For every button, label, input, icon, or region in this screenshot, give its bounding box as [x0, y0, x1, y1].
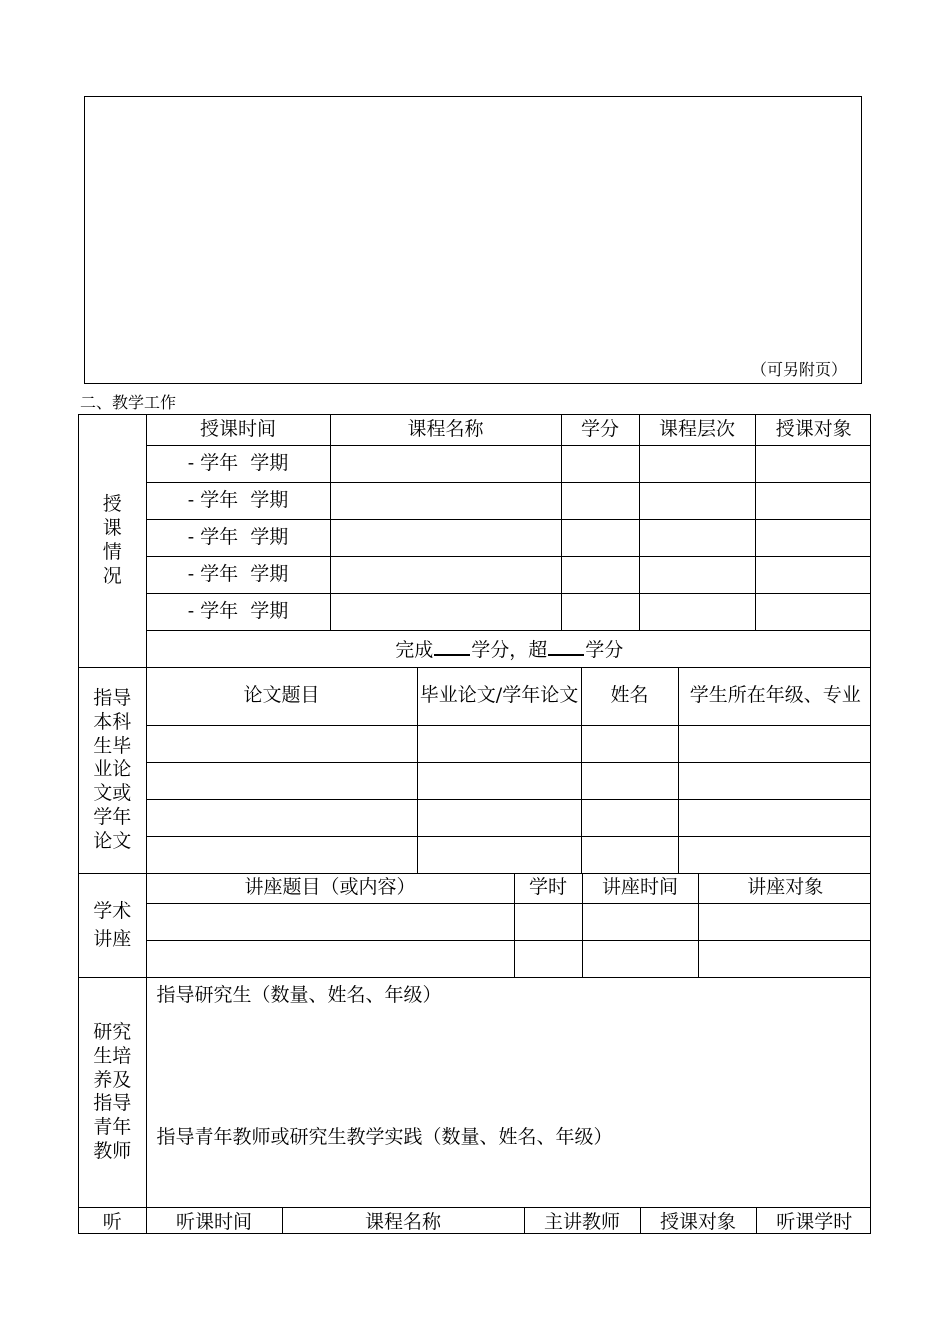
audit-table [79, 1208, 871, 1234]
lecture-hours-cell[interactable] [514, 903, 582, 940]
course-cell[interactable] [330, 593, 561, 630]
audit-header-row [79, 1208, 871, 1234]
level-cell[interactable] [639, 482, 755, 519]
thesis-row [79, 837, 871, 874]
thesis-title-cell[interactable] [146, 837, 417, 874]
thesis-side-label: 指导 本科 生毕 业论 文或 学年 论文 [79, 668, 146, 874]
teaching-row [79, 593, 871, 630]
col-header-course: 课程名称 [330, 415, 561, 445]
graduate-table [79, 978, 871, 1209]
thesis-type-cell[interactable] [417, 763, 581, 800]
col-header-level: 课程层次 [639, 415, 755, 445]
thesis-type-cell[interactable] [417, 800, 581, 837]
graduate-side-label: 研究 生培 养及 指导 青年 教师 [79, 978, 146, 1208]
graduate-students-label: 指导研究生（数量、姓名、年级） [156, 983, 442, 1006]
student-name-cell[interactable] [581, 763, 678, 800]
col-header-audit-course: 课程名称 [282, 1208, 524, 1234]
col-header-lecture-time: 讲座时间 [582, 874, 698, 903]
student-name-cell[interactable] [581, 800, 678, 837]
thesis-row [79, 763, 871, 800]
col-header-audit-hours: 听课学时 [756, 1208, 871, 1234]
teaching-table [79, 415, 871, 668]
grade-major-cell[interactable] [678, 837, 871, 874]
credit-cell[interactable] [561, 593, 639, 630]
thesis-title-cell[interactable] [146, 763, 417, 800]
young-teacher-label: 指导青年教师或研究生教学实践（数量、姓名、年级） [156, 1125, 613, 1148]
lecture-topic-cell[interactable] [146, 903, 514, 940]
teaching-header-row [79, 415, 871, 445]
col-header-thesis-title: 论文题目 [146, 668, 417, 726]
col-header-thesis-type: 毕业论文/学年论文 [417, 668, 581, 726]
extra-credits-blank[interactable] [548, 635, 584, 656]
thesis-row [79, 726, 871, 763]
thesis-table [79, 668, 871, 875]
lecture-table [79, 874, 871, 978]
level-cell[interactable] [639, 593, 755, 630]
lecture-row [79, 903, 871, 940]
level-cell[interactable] [639, 556, 755, 593]
level-cell[interactable] [639, 445, 755, 482]
credit-cell[interactable] [561, 445, 639, 482]
course-cell[interactable] [330, 445, 561, 482]
student-name-cell[interactable] [581, 726, 678, 763]
teaching-row [79, 445, 871, 482]
target-cell[interactable] [755, 519, 871, 556]
col-header-lead-teacher: 主讲教师 [524, 1208, 640, 1234]
semester-cell[interactable]: - 学年 学期 [146, 593, 330, 630]
thesis-title-cell[interactable] [146, 800, 417, 837]
attachment-note: （可另附页） [750, 360, 847, 379]
target-cell[interactable] [755, 556, 871, 593]
teaching-work-form [78, 414, 871, 1234]
lecture-side-label: 学术 讲座 [79, 874, 146, 977]
thesis-type-cell[interactable] [417, 837, 581, 874]
col-header-grade-major: 学生所在年级、专业 [678, 668, 871, 726]
credit-cell[interactable] [561, 556, 639, 593]
level-cell[interactable] [639, 519, 755, 556]
section-heading: 二、教学工作 [80, 393, 177, 412]
attachment-box[interactable] [84, 96, 862, 384]
col-header-lecture-audience: 讲座对象 [698, 874, 871, 903]
lecture-row [79, 940, 871, 977]
teaching-row [79, 556, 871, 593]
teaching-row [79, 482, 871, 519]
grade-major-cell[interactable] [678, 763, 871, 800]
grade-major-cell[interactable] [678, 800, 871, 837]
col-header-lecture-topic: 讲座题目（或内容） [146, 874, 514, 903]
col-header-audit-target: 授课对象 [640, 1208, 756, 1234]
col-header-lecture-hours: 学时 [514, 874, 582, 903]
col-header-student-name: 姓名 [581, 668, 678, 726]
lecture-audience-cell[interactable] [698, 940, 871, 977]
lecture-topic-cell[interactable] [146, 940, 514, 977]
lecture-hours-cell[interactable] [514, 940, 582, 977]
thesis-title-cell[interactable] [146, 726, 417, 763]
col-header-credit: 学分 [561, 415, 639, 445]
thesis-header-row [79, 668, 871, 726]
audit-side-label: 听 [79, 1208, 146, 1234]
credit-cell[interactable] [561, 482, 639, 519]
target-cell[interactable] [755, 593, 871, 630]
target-cell[interactable] [755, 482, 871, 519]
target-cell[interactable] [755, 445, 871, 482]
graduate-row [79, 978, 871, 1208]
course-cell[interactable] [330, 519, 561, 556]
thesis-type-cell[interactable] [417, 726, 581, 763]
lecture-time-cell[interactable] [582, 940, 698, 977]
col-header-time: 授课时间 [146, 415, 330, 445]
graduate-entry-cell[interactable] [146, 978, 871, 1208]
teaching-row [79, 519, 871, 556]
credit-summary-row [79, 630, 871, 667]
grade-major-cell[interactable] [678, 726, 871, 763]
col-header-audit-time: 听课时间 [146, 1208, 282, 1234]
completed-credits-blank[interactable] [434, 635, 470, 656]
col-header-target: 授课对象 [755, 415, 871, 445]
semester-cell[interactable]: - 学年 学期 [146, 482, 330, 519]
lecture-header-row [79, 874, 871, 903]
course-cell[interactable] [330, 482, 561, 519]
teaching-side-label: 授 课 情 况 [79, 415, 146, 667]
lecture-time-cell[interactable] [582, 903, 698, 940]
student-name-cell[interactable] [581, 837, 678, 874]
lecture-audience-cell[interactable] [698, 903, 871, 940]
course-cell[interactable] [330, 556, 561, 593]
credit-cell[interactable] [561, 519, 639, 556]
thesis-row [79, 800, 871, 837]
credit-summary: 完成 学分，超 学分 [146, 630, 871, 667]
semester-cell[interactable]: - 学年 学期 [146, 445, 330, 482]
semester-cell[interactable]: - 学年 学期 [146, 556, 330, 593]
semester-cell[interactable]: - 学年 学期 [146, 519, 330, 556]
